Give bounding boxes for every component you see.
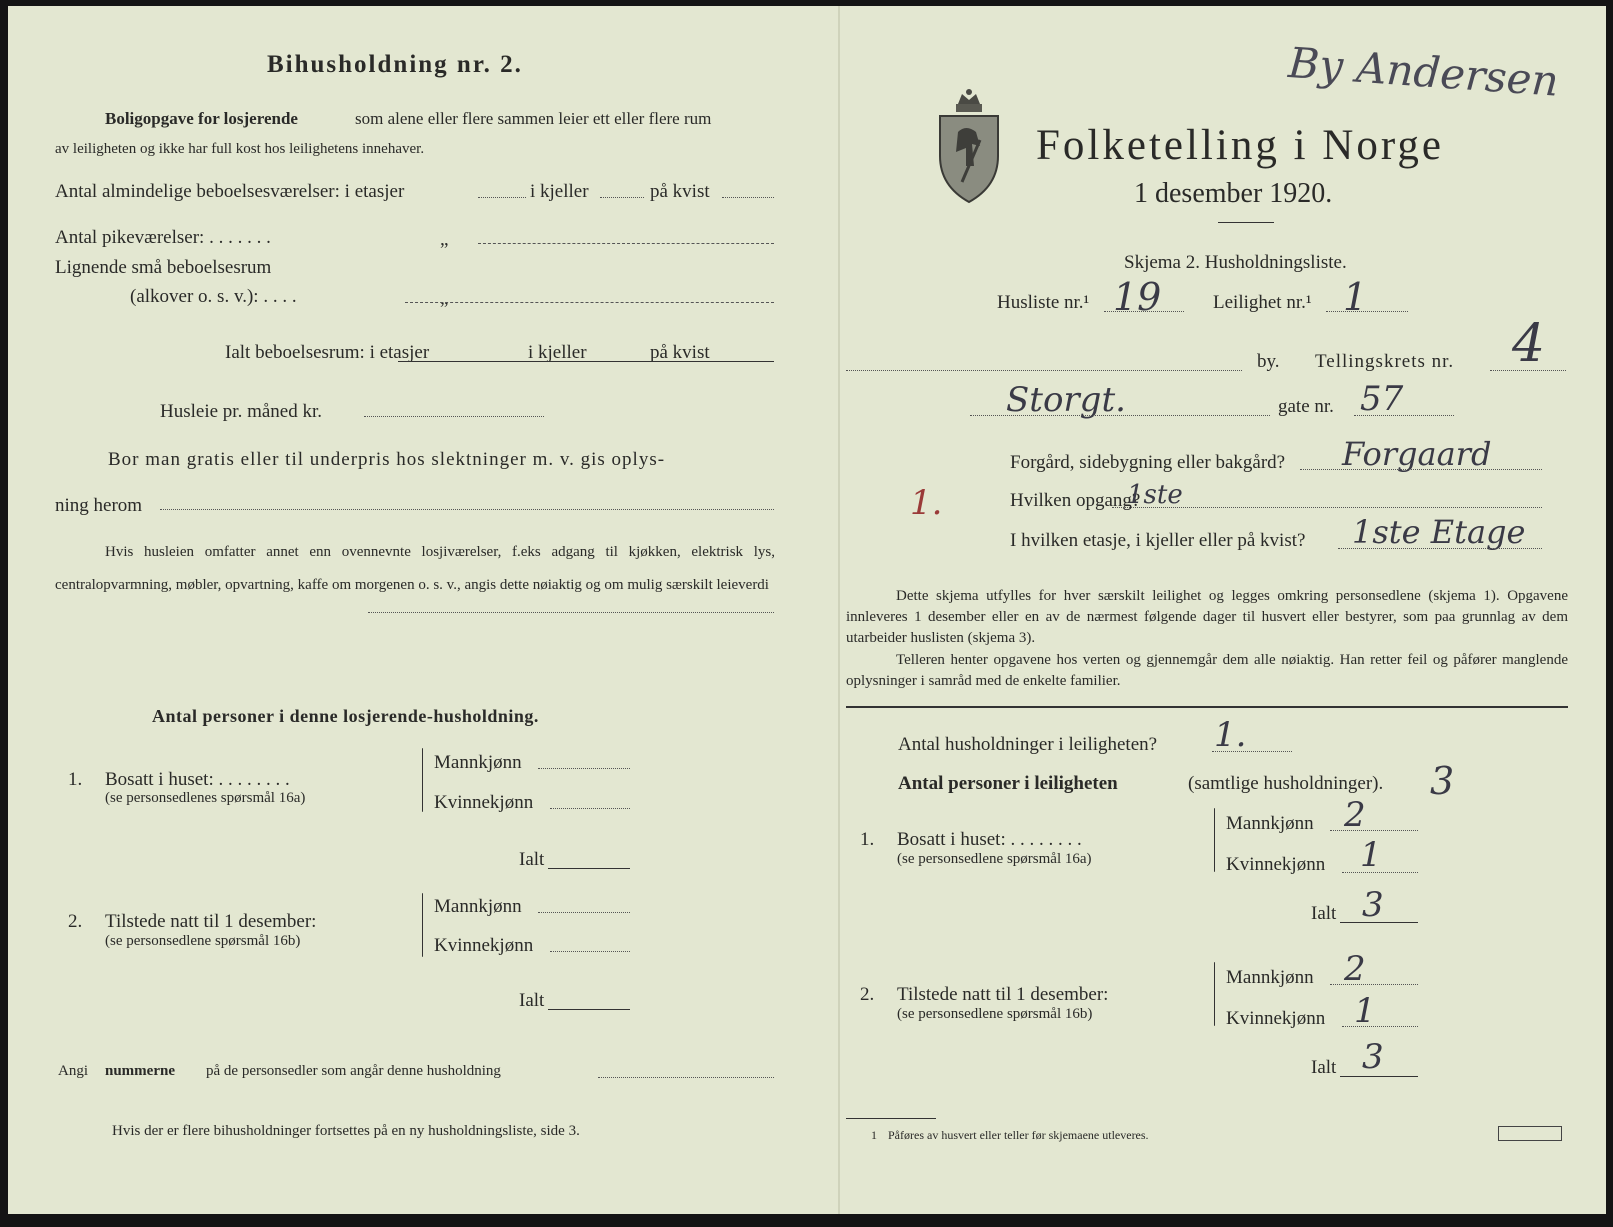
gate-nr-field bbox=[1354, 415, 1454, 416]
l-q1-sub: (se personsedlenes spørsmål 16a) bbox=[105, 790, 306, 806]
r-q1-mann-field bbox=[1330, 830, 1418, 831]
gate-label: gate nr. bbox=[1278, 396, 1334, 417]
gate-value: Storgt. bbox=[1006, 380, 1126, 420]
r-q2-brace bbox=[1214, 962, 1215, 1026]
l-q2-ialt-label: Ialt bbox=[519, 990, 545, 1011]
opgang-label: Hvilken opgang? bbox=[1010, 490, 1141, 511]
printer-stamp bbox=[1498, 1126, 1562, 1141]
l-q2-mann-label: Mannkjønn bbox=[434, 896, 522, 917]
husleie-label: Husleie pr. måned kr. bbox=[160, 401, 322, 422]
corner-note: By Andersen bbox=[1286, 38, 1561, 106]
forgard-field bbox=[1300, 469, 1542, 470]
l-q1-mann-label: Mannkjønn bbox=[434, 752, 522, 773]
title-rule bbox=[1218, 222, 1274, 223]
l-q1-num: 1. bbox=[68, 769, 83, 790]
angi-post: på de personsedler som angår denne husholdning bbox=[206, 1063, 501, 1079]
r-q1-num: 1. bbox=[860, 829, 875, 850]
krets-label: Tellingskrets nr. bbox=[1315, 351, 1455, 372]
antal-pers-rest: (samtlige husholdninger). bbox=[1188, 773, 1384, 794]
rooms-kvist-field bbox=[722, 197, 774, 198]
r-q2-ialt-value: 3 bbox=[1362, 1037, 1384, 1077]
angi-pre: Angi bbox=[58, 1063, 88, 1079]
r-q1-brace bbox=[1214, 808, 1215, 872]
lign-fields bbox=[405, 302, 774, 303]
r-q1-kvinne-value: 1 bbox=[1360, 835, 1382, 875]
l-q1-kvinne-label: Kvinnekjønn bbox=[434, 792, 534, 813]
l-q2-kvinne-field bbox=[550, 951, 630, 952]
opgang-margin-note: 1. bbox=[910, 483, 943, 523]
r-q2-kvinne-value: 1 bbox=[1354, 991, 1376, 1031]
r-q1-ialt-label: Ialt bbox=[1311, 903, 1337, 924]
rooms-kjeller-field bbox=[600, 197, 644, 198]
r-q2-kvinne-label: Kvinnekjønn bbox=[1226, 1008, 1326, 1029]
section-rule bbox=[846, 706, 1568, 708]
l-q1-brace bbox=[422, 748, 423, 812]
intro-line2: av leiligheten og ikke har full kost hos leilighetens innehaver. bbox=[55, 141, 425, 157]
instruction-2: Telleren henter opgavene hos verten og gjennemgår dem alle nøiaktig. Han retter feil og påfører manglende oplysninger i samråd med de enkelte familier. bbox=[846, 652, 1568, 689]
opgang-value: 1ste bbox=[1127, 480, 1183, 510]
gratis-field bbox=[160, 509, 774, 510]
opgang-field bbox=[1112, 507, 1542, 508]
r-q1-ialt-field bbox=[1340, 922, 1418, 923]
leilighet-label: Leilighet nr.¹ bbox=[1213, 292, 1312, 313]
ialt-rum-label: Ialt beboelsesrum: i etasjer bbox=[225, 342, 430, 363]
r-q2-mann-value: 2 bbox=[1344, 949, 1366, 989]
l-q2-label: Tilstede natt til 1 desember: bbox=[105, 911, 317, 932]
instruction-1: Dette skjema utfylles for hver særskilt leilighet og legges omkring personsedlene (skjema 1). Opgavene innleveres 1 desember eller en av de nærmest følgende dager til husvert eller bestyrer, som paa grunnlag av dem utarbeider huslisten (skjema 3). bbox=[846, 588, 1568, 646]
antal-hush-value: 1. bbox=[1214, 715, 1247, 755]
antal-hush-label: Antal husholdninger i leiligheten? bbox=[898, 734, 1158, 755]
r-q2-mann-label: Mannkjønn bbox=[1226, 967, 1314, 988]
husleie-field bbox=[364, 416, 544, 417]
krets-value: 4 bbox=[1512, 314, 1546, 374]
rooms-label: Antal almindelige beboelsesværelser: i etasjer bbox=[55, 181, 405, 202]
r-q2-label: Tilstede natt til 1 desember: bbox=[897, 984, 1109, 1005]
angi-bold: nummerne bbox=[105, 1063, 175, 1079]
antal-pers-value: 3 bbox=[1430, 759, 1455, 803]
lign-label-1: Lignende små beboelsesrum bbox=[55, 257, 272, 278]
rooms-kvist-label: på kvist bbox=[650, 181, 710, 202]
coat-of-arms-icon bbox=[936, 86, 1002, 204]
footnote-text: Påføres av husvert eller teller før skjemaene utleveres. bbox=[888, 1128, 1149, 1142]
page-fold bbox=[838, 6, 840, 1214]
leilighet-field bbox=[1326, 311, 1408, 312]
l-q2-mann-field bbox=[538, 912, 630, 913]
husliste-value: 19 bbox=[1113, 275, 1162, 319]
gratis-line-1: Bor man gratis eller til underpris hos slektninger m. v. gis oplys- bbox=[108, 449, 666, 470]
l-q2-sub: (se personsedlene spørsmål 16b) bbox=[105, 933, 301, 949]
lign-label-2: (alkover o. s. v.): . . . . bbox=[130, 286, 297, 307]
r-q1-kvinne-label: Kvinnekjønn bbox=[1226, 854, 1326, 875]
l-q1-mann-field bbox=[538, 768, 630, 769]
footnote-rule bbox=[846, 1118, 936, 1119]
r-q1-ialt-value: 3 bbox=[1362, 885, 1384, 925]
r-q2-num: 2. bbox=[860, 984, 875, 1005]
l-q2-brace bbox=[422, 893, 423, 957]
husliste-label: Husliste nr.¹ bbox=[997, 292, 1090, 313]
l-q1-ialt-label: Ialt bbox=[519, 849, 545, 870]
footnote-number: 1 bbox=[871, 1128, 877, 1142]
r-q1-kvinne-field bbox=[1342, 872, 1418, 873]
husliste-field bbox=[1104, 311, 1184, 312]
rooms-kjeller-label: i kjeller bbox=[530, 181, 589, 202]
etasje-field bbox=[1338, 548, 1542, 549]
r-q1-label: Bosatt i huset: . . . . . . . . bbox=[897, 829, 1082, 850]
r-q1-sub: (se personsedlene spørsmål 16a) bbox=[897, 851, 1092, 867]
forgard-value: Forgaard bbox=[1342, 435, 1492, 473]
left-footer: Hvis der er flere bihusholdninger fortsettes på en ny husholdningsliste, side 3. bbox=[112, 1123, 580, 1139]
l-q1-label: Bosatt i huset: . . . . . . . . bbox=[105, 769, 290, 790]
l-q2-ialt-field bbox=[548, 1009, 630, 1010]
pike-fields bbox=[478, 243, 774, 244]
left-title: Bihusholdning nr. 2. bbox=[267, 51, 523, 78]
right-date: 1 desember 1920. bbox=[1134, 178, 1333, 209]
skjema-label: Skjema 2. Husholdningsliste. bbox=[1124, 252, 1347, 273]
leilighet-value: 1 bbox=[1343, 275, 1368, 319]
r-q2-ialt-label: Ialt bbox=[1311, 1057, 1337, 1078]
l-q1-ialt-field bbox=[548, 868, 630, 869]
ialt-rum-field bbox=[398, 361, 774, 362]
etasje-value: 1ste Etage bbox=[1352, 513, 1526, 551]
antal-hush-field bbox=[1212, 751, 1292, 752]
l-q2-kvinne-label: Kvinnekjønn bbox=[434, 935, 534, 956]
hvis-text: Hvis husleien omfatter annet enn ovennevnte losjiværelser, f.eks adgang til kjøkken, elektrisk lys, centralopvarmning, møbler, opvartning, kaffe om morgenen o. s. v., angis dette nøiaktig og om mulig særskilt leieverdi bbox=[55, 544, 775, 593]
r-q1-mann-label: Mannkjønn bbox=[1226, 813, 1314, 834]
by-label: by. bbox=[1257, 351, 1280, 372]
r-q1-mann-value: 2 bbox=[1344, 795, 1366, 835]
by-field bbox=[846, 370, 1242, 371]
gate-nr-value: 57 bbox=[1360, 379, 1404, 419]
right-title: Folketelling i Norge bbox=[1036, 122, 1444, 169]
ialt-kjeller-label: i kjeller bbox=[528, 342, 587, 363]
antal-pers-bold: Antal personer i leiligheten bbox=[898, 773, 1118, 794]
etasje-label: I hvilken etasje, i kjeller eller på kvist? bbox=[1010, 530, 1306, 551]
l-q2-num: 2. bbox=[68, 911, 83, 932]
ditto-mark: „ bbox=[440, 288, 449, 309]
forgard-label: Forgård, sidebygning eller bakgård? bbox=[1010, 452, 1286, 473]
antal-heading: Antal personer i denne losjerende-husholdning. bbox=[152, 706, 539, 726]
rooms-etasjer-field bbox=[478, 197, 526, 198]
r-q2-ialt-field bbox=[1340, 1076, 1418, 1077]
l-q1-kvinne-field bbox=[550, 808, 630, 809]
angi-field bbox=[598, 1077, 774, 1078]
intro-bold: Boligopgave for losjerende bbox=[105, 109, 298, 128]
hvis-field bbox=[368, 612, 774, 613]
r-q2-sub: (se personsedlene spørsmål 16b) bbox=[897, 1006, 1093, 1022]
r-q2-kvinne-field bbox=[1342, 1026, 1418, 1027]
r-q2-mann-field bbox=[1330, 984, 1418, 985]
gratis-line-2: ning herom bbox=[55, 495, 143, 516]
ditto-mark: „ bbox=[440, 229, 449, 250]
gate-field bbox=[970, 415, 1270, 416]
intro-rest: som alene eller flere sammen leier ett eller flere rum bbox=[355, 109, 712, 128]
krets-field bbox=[1490, 370, 1566, 371]
pike-label: Antal pikeværelser: . . . . . . . bbox=[55, 227, 271, 248]
ialt-kvist-label: på kvist bbox=[650, 342, 710, 363]
